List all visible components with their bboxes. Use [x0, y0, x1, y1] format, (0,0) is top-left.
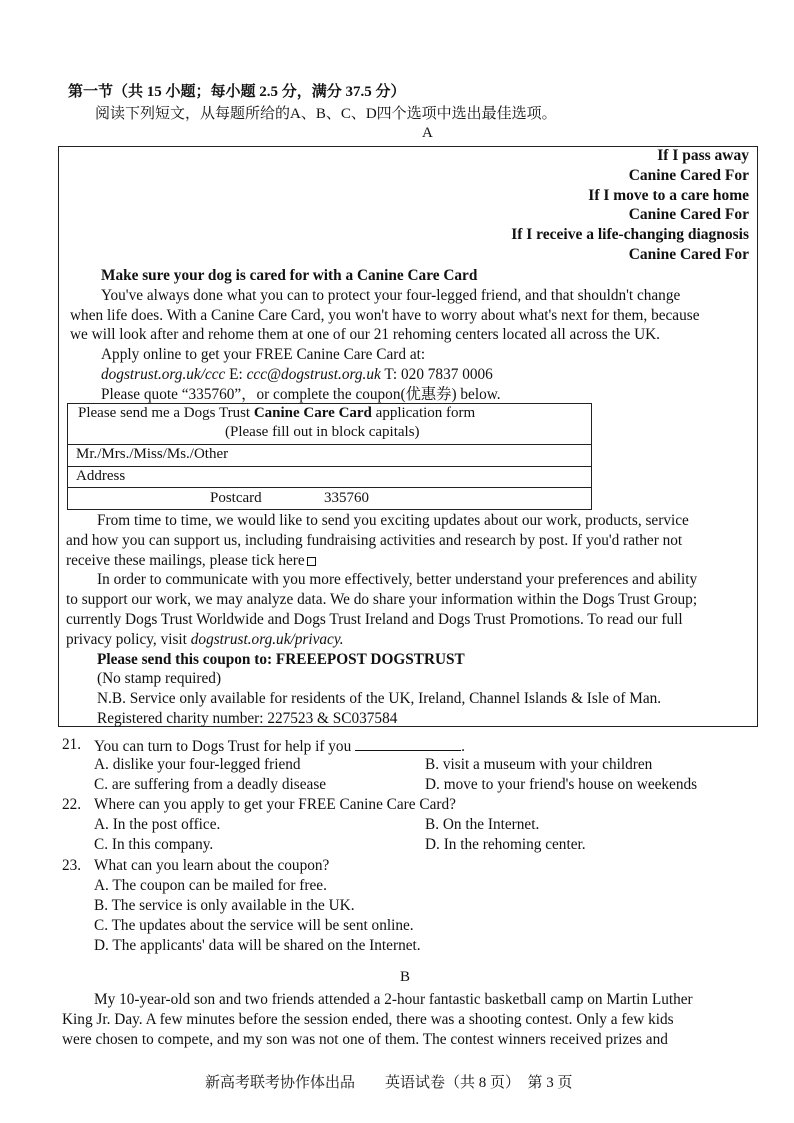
option-21-b: B. visit a museum with your children	[425, 756, 653, 773]
ad-apply-line: Apply online to get your FREE Canine Care Card at:	[101, 346, 426, 364]
ad-right-line: If I receive a life-changing diagnosis	[511, 226, 749, 244]
answer-blank	[355, 736, 461, 751]
question-22-text: Where can you apply to get your FREE Canine Care Card?	[94, 796, 456, 813]
passage-b-line: My 10-year-old son and two friends attended a 2-hour fantastic basketball camp on Martin Luther	[94, 991, 693, 1008]
coupon-form	[67, 403, 592, 510]
option-23-d: D. The applicants' data will be shared on the Internet.	[94, 937, 421, 954]
option-22-d: D. In the rehoming center.	[425, 836, 586, 853]
coupon-line1-bold: Canine Care Card	[253, 405, 372, 421]
coupon-line1-pre: Please send me a Dogs Trust	[78, 405, 254, 421]
question-23-text: What can you learn about the coupon?	[94, 857, 330, 874]
coupon-address-field[interactable]: Address	[76, 468, 126, 484]
option-23-c: C. The updates about the service will be sent online.	[94, 917, 414, 934]
passage-b-line: King Jr. Day. A few minutes before the session ended, there was a shooting contest. Only a few kids	[62, 1011, 674, 1028]
ad-right-line: If I pass away	[657, 147, 749, 164]
option-21-a: A. dislike your four-legged friend	[94, 756, 301, 773]
privacy-url: dogstrust.org.uk/privacy.	[190, 630, 344, 648]
ad-tel-label: T:	[384, 366, 398, 383]
page-footer: 新高考联考协作体出品 英语试卷（共 8 页） 第 3 页	[205, 1075, 573, 1091]
ad-para3-line: to support our work, we may analyze data. We do share your information within the Dogs Trust Group;	[66, 591, 698, 609]
ad-contact-url: dogstrust.org.uk/ccc	[101, 366, 226, 383]
coupon-line1	[78, 405, 475, 422]
tick-checkbox[interactable]	[307, 557, 316, 566]
question-21-num: 21.	[62, 736, 82, 753]
ad-nb: N.B. Service only available for residents of the UK, Ireland, Channel Islands & Isle of Man.	[97, 690, 662, 708]
option-23-b: B. The service is only available in the UK.	[94, 897, 355, 914]
option-22-c: C. In this company.	[94, 836, 214, 853]
coupon-postcard-value: 335760	[324, 490, 369, 506]
part-a-label: A	[422, 125, 433, 141]
question-23-num: 23.	[62, 857, 82, 874]
ad-para1-line: we will look after and rehome them at one of our 21 rehoming centers located all across the UK.	[70, 326, 661, 344]
ad-quote-line: Please quote “335760”，or complete the coupon(优惠券) below.	[101, 385, 501, 403]
ad-right-line: Canine Cared For	[628, 246, 749, 263]
question-21-stem	[94, 736, 465, 756]
ad-email-label: E:	[229, 366, 243, 383]
ad-para1-line: when life does. With a Canine Care Card, you won't have to worry about what's next for them, because	[70, 306, 700, 324]
ad-send-to: Please send this coupon to: FREEEPOST DOGSTRUST	[97, 650, 465, 668]
ad-para3-line: currently Dogs Trust Worldwide and Dogs Trust Ireland and Dogs Trust Promotions. To read our full	[66, 611, 683, 628]
option-23-a: A. The coupon can be mailed for free.	[94, 877, 327, 894]
ad-charity: Registered charity number: 227523 & SC037584	[97, 710, 398, 727]
ad-no-stamp: (No stamp required)	[97, 670, 222, 688]
ad-para2-line: and how you can support us, including fundraising activities and research by post. If you'd rather not	[66, 531, 683, 549]
ad-para3-line-last	[66, 630, 344, 650]
coupon-divider	[68, 487, 591, 488]
question-21-text: You can turn to Dogs Trust for help if you	[94, 738, 352, 755]
question-21-end: .	[461, 738, 465, 755]
coupon-postcard-label: Postcard	[210, 490, 262, 506]
coupon-divider	[68, 444, 591, 445]
ad-tel: 020 7837 0006	[401, 366, 493, 383]
coupon-line1-post: application form	[371, 405, 476, 421]
ad-para2-line: receive these mailings, please tick here	[66, 551, 305, 569]
ad-para3-line: privacy policy, visit	[66, 630, 187, 648]
passage-b-line: were chosen to compete, and my son was not one of them. The contest winners received prizes and	[62, 1031, 668, 1048]
coupon-divider	[68, 466, 591, 467]
ad-para1-line: You've always done what you can to protect your four-legged friend, and that shouldn't change	[101, 286, 681, 304]
ad-heading: Make sure your dog is cared for with a Canine Care Card	[101, 267, 478, 284]
coupon-title-field[interactable]: Mr./Mrs./Miss/Ms./Other	[76, 446, 229, 462]
ad-para2-line-last	[66, 551, 316, 571]
ad-para3-line: In order to communicate with you more effectively, better understand your preferences and ability	[97, 571, 698, 589]
ad-para2-line: From time to time, we would like to send you exciting updates about our work, products, service	[97, 512, 689, 529]
part-b-label: B	[400, 969, 411, 985]
ad-box	[58, 146, 758, 727]
section-instruction: 阅读下列短文，从每题所给的A、B、C、D四个选项中选出最佳选项。	[95, 106, 557, 122]
ad-contact-line	[101, 365, 493, 385]
section-title: 第一节（共 15 小题；每小题 2.5 分，满分 37.5 分）	[68, 84, 406, 100]
coupon-line2: (Please fill out in block capitals)	[225, 424, 420, 440]
question-22-num: 22.	[62, 796, 82, 813]
ad-right-line: Canine Cared For	[628, 206, 749, 224]
ad-right-line: Canine Cared For	[628, 166, 749, 184]
option-21-d: D. move to your friend's house on weekends	[425, 776, 698, 793]
ad-right-line: If I move to a care home	[588, 186, 749, 204]
option-22-b: B. On the Internet.	[425, 816, 540, 833]
option-22-a: A. In the post office.	[94, 816, 221, 833]
ad-email: ccc@dogstrust.org.uk	[246, 366, 381, 383]
option-21-c: C. are suffering from a deadly disease	[94, 776, 327, 793]
